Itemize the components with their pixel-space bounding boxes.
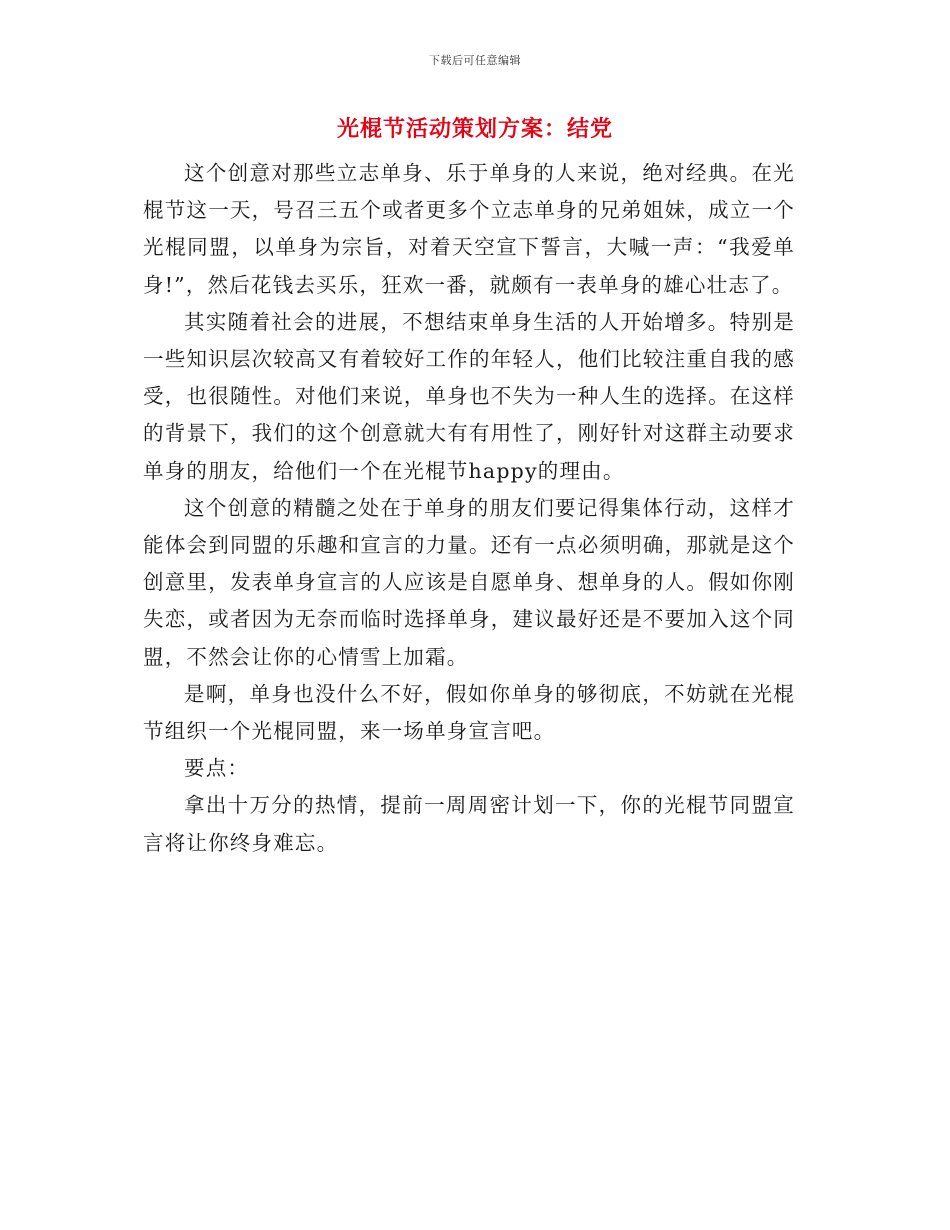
paragraph-5: 拿出十万分的热情，提前一周周密计划一下，你的光棍节同盟宣言将让你终身难忘。	[143, 793, 795, 855]
document-title: 光棍节活动策划方案：结党	[336, 116, 613, 142]
paragraph-4: 是啊，单身也没什么不好，假如你单身的够彻底，不妨就在光棍节组织一个光棍同盟，来一场单身宣言吧。	[143, 681, 795, 744]
header-note: 下载后可任意编辑	[429, 54, 521, 67]
paragraph-2: 其实随着社会的进展，不想结束单身生活的人开始增多。特别是一些知识层次较高又有着较好工作的年轻人，他们比较注重自我的感受，也很随性。对他们来说，单身也不失为一种人生的选择。在这样的背景下，我们的这个创意就大有有用性了，刚好针对这群主动要求单身的朋友，给他们一个在光棍节happy的理由。	[143, 309, 795, 483]
document-body	[143, 155, 795, 862]
paragraph-3: 这个创意的精髓之处在于单身的朋友们要记得集体行动，这样才能体会到同盟的乐趣和宣言的力量。还有一点必须明确，那就是这个创意里，发表单身宣言的人应该是自愿单身、想单身的人。假如你刚失恋，或者因为无奈而临时选择单身，建议最好还是不要加入这个同盟，不然会让你的心情雪上加霜。	[143, 495, 795, 669]
paragraph-key-points-heading: 要点：	[184, 756, 250, 781]
paragraph-1: 这个创意对那些立志单身、乐于单身的人来说，绝对经典。在光棍节这一天，号召三五个或者更多个立志单身的兄弟姐妹，成立一个光棍同盟，以单身为宗旨，对着天空宣下誓言，大喊一声：“我爱单身!”，然后花钱去买乐，狂欢一番，就颇有一表单身的雄心壮志了。	[143, 161, 795, 297]
